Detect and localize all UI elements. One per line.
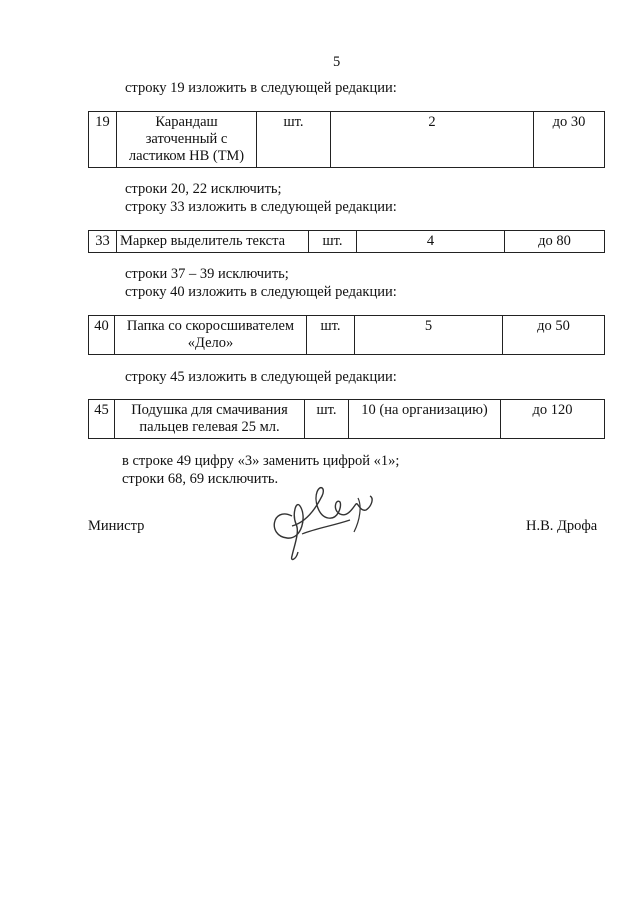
table-cell-unit: шт.: [305, 400, 349, 439]
signatory-title: Министр: [88, 518, 145, 534]
table-cell-unit: шт.: [307, 316, 355, 355]
page-number: 5: [333, 54, 341, 70]
table-cell-number: 33: [89, 231, 117, 253]
table-cell-quantity: 10 (на организацию): [349, 400, 501, 439]
amendment-table-row-45: [88, 399, 605, 439]
amendment-table-row-19: [88, 111, 605, 168]
amendment-table-row-33: [88, 230, 605, 253]
table-cell-name: Маркер выделитель текста: [117, 231, 309, 253]
instruction-row-33: строку 33 изложить в следующей редакции:: [125, 199, 397, 215]
instruction-replace-49: в строке 49 цифру «3» заменить цифрой «1»;: [122, 453, 400, 469]
table-cell-name: Карандаш заточенный с ластиком НВ (ТМ): [117, 112, 257, 168]
table-cell-quantity: 4: [357, 231, 505, 253]
table-cell-name: Подушка для смачивания пальцев гелевая 25 мл.: [115, 400, 305, 439]
handwritten-signature: [262, 476, 382, 566]
table-cell-quantity: 5: [355, 316, 503, 355]
instruction-row-45: строку 45 изложить в следующей редакции:: [125, 369, 397, 385]
table-cell-unit: шт.: [257, 112, 331, 168]
instruction-exclude-37-39: строки 37 – 39 исключить;: [125, 266, 289, 282]
instruction-exclude-20-22: строки 20, 22 исключить;: [125, 181, 282, 197]
instruction-row-19: строку 19 изложить в следующей редакции:: [125, 80, 397, 96]
table-cell-number: 40: [89, 316, 115, 355]
instruction-row-40: строку 40 изложить в следующей редакции:: [125, 284, 397, 300]
table-cell-name: Папка со скоросшивателем «Дело»: [115, 316, 307, 355]
table-cell-unit: шт.: [309, 231, 357, 253]
table-cell-quantity: 2: [331, 112, 534, 168]
table-cell-limit: до 30: [534, 112, 605, 168]
instruction-exclude-68-69: строки 68, 69 исключить.: [122, 471, 279, 487]
table-cell-limit: до 50: [503, 316, 605, 355]
signatory-name: Н.В. Дрофа: [526, 518, 598, 534]
amendment-table-row-40: [88, 315, 605, 355]
table-cell-limit: до 80: [505, 231, 605, 253]
table-cell-number: 45: [89, 400, 115, 439]
table-cell-limit: до 120: [501, 400, 605, 439]
table-cell-number: 19: [89, 112, 117, 168]
